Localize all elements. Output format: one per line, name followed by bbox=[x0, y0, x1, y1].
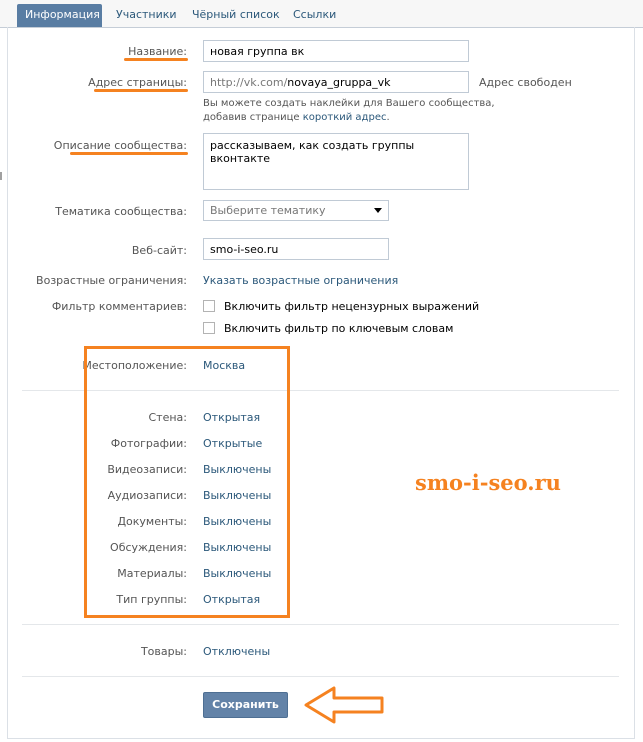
wall-label: Стена: bbox=[148, 411, 187, 424]
short-address-link[interactable]: короткий адрес bbox=[302, 112, 387, 123]
address-hint-line2 bbox=[203, 111, 495, 125]
topic-select[interactable] bbox=[203, 200, 389, 221]
tab-bar bbox=[0, 0, 643, 28]
videos-label: Видеозаписи: bbox=[107, 463, 187, 476]
tab-members[interactable]: Участники bbox=[116, 8, 177, 21]
materials-label: Материалы: bbox=[117, 567, 187, 580]
address-prefix: http://vk.com/ bbox=[210, 75, 288, 89]
website-value: smo-i-seo.ru bbox=[210, 242, 279, 256]
description-value: рассказываем, как создать группы вконтакте bbox=[210, 139, 415, 165]
address-input-value: novaya_gruppa_vk bbox=[287, 75, 391, 89]
website-label: Веб-сайт: bbox=[131, 244, 187, 257]
chevron-down-icon bbox=[374, 208, 382, 213]
address-hint bbox=[203, 97, 495, 125]
location-value[interactable]: Москва bbox=[203, 359, 246, 372]
tab-blacklist[interactable]: Чёрный список bbox=[192, 8, 280, 21]
group-type-label: Тип группы: bbox=[116, 593, 187, 606]
goods-label: Товары: bbox=[140, 645, 187, 658]
age-label: Возрастные ограничения: bbox=[36, 274, 187, 287]
filter-obscene-checkbox[interactable] bbox=[203, 300, 215, 312]
goods-value[interactable]: Отключены bbox=[203, 645, 271, 658]
group-type-value[interactable]: Открытая bbox=[203, 593, 261, 606]
description-underline bbox=[70, 152, 188, 155]
name-input[interactable] bbox=[203, 40, 469, 62]
annotation-box bbox=[84, 346, 290, 618]
save-button[interactable]: Сохранить bbox=[203, 692, 288, 718]
discussions-value[interactable]: Выключены bbox=[203, 541, 272, 554]
videos-value[interactable]: Выключены bbox=[203, 463, 272, 476]
filter-keywords-label: Включить фильтр по ключевым словам bbox=[224, 322, 454, 335]
name-label: Название: bbox=[128, 45, 187, 58]
name-input-value: новая группа вк bbox=[210, 44, 305, 58]
age-restrictions-link[interactable]: Указать возрастные ограничения bbox=[203, 274, 399, 287]
description-textarea[interactable] bbox=[203, 133, 469, 190]
topic-label: Тематика сообщества: bbox=[55, 205, 187, 218]
filter-obscene-label: Включить фильтр нецензурных выражений bbox=[224, 300, 480, 313]
separator-2 bbox=[22, 624, 619, 625]
address-hint-prefix: добавив странице bbox=[203, 112, 303, 123]
filter-keywords-checkbox[interactable] bbox=[203, 322, 215, 334]
address-label: Адрес страницы: bbox=[88, 76, 187, 89]
topic-placeholder: Выберите тематику bbox=[210, 204, 326, 217]
separator-3 bbox=[22, 676, 619, 677]
photos-label: Фотографии: bbox=[110, 437, 187, 450]
docs-value[interactable]: Выключены bbox=[203, 515, 272, 528]
scroll-marker bbox=[0, 172, 2, 180]
audio-value[interactable]: Выключены bbox=[203, 489, 272, 502]
watermark: smo-i-seo.ru bbox=[415, 470, 561, 495]
photos-value[interactable]: Открытые bbox=[203, 437, 263, 450]
docs-label: Документы: bbox=[117, 515, 187, 528]
materials-value[interactable]: Выключены bbox=[203, 567, 272, 580]
address-input[interactable] bbox=[203, 71, 469, 93]
address-status: Адрес свободен bbox=[479, 76, 572, 89]
website-input[interactable] bbox=[203, 238, 389, 260]
audio-label: Аудиозаписи: bbox=[107, 489, 187, 502]
address-underline bbox=[94, 89, 188, 92]
description-label: Описание сообщества: bbox=[53, 139, 187, 152]
location-label: Местоположение: bbox=[82, 359, 187, 372]
annotation-arrow-icon bbox=[300, 684, 390, 726]
address-hint-line1: Вы можете создать наклейки для Вашего сообщества, bbox=[203, 98, 495, 109]
address-hint-suffix: . bbox=[386, 112, 390, 123]
discussions-label: Обсуждения: bbox=[110, 541, 187, 554]
tab-info[interactable]: Информация bbox=[17, 4, 102, 27]
filter-label: Фильтр комментариев: bbox=[51, 300, 187, 313]
name-underline bbox=[124, 58, 188, 61]
wall-value[interactable]: Открытая bbox=[203, 411, 261, 424]
tab-links[interactable]: Ссылки bbox=[293, 8, 337, 21]
